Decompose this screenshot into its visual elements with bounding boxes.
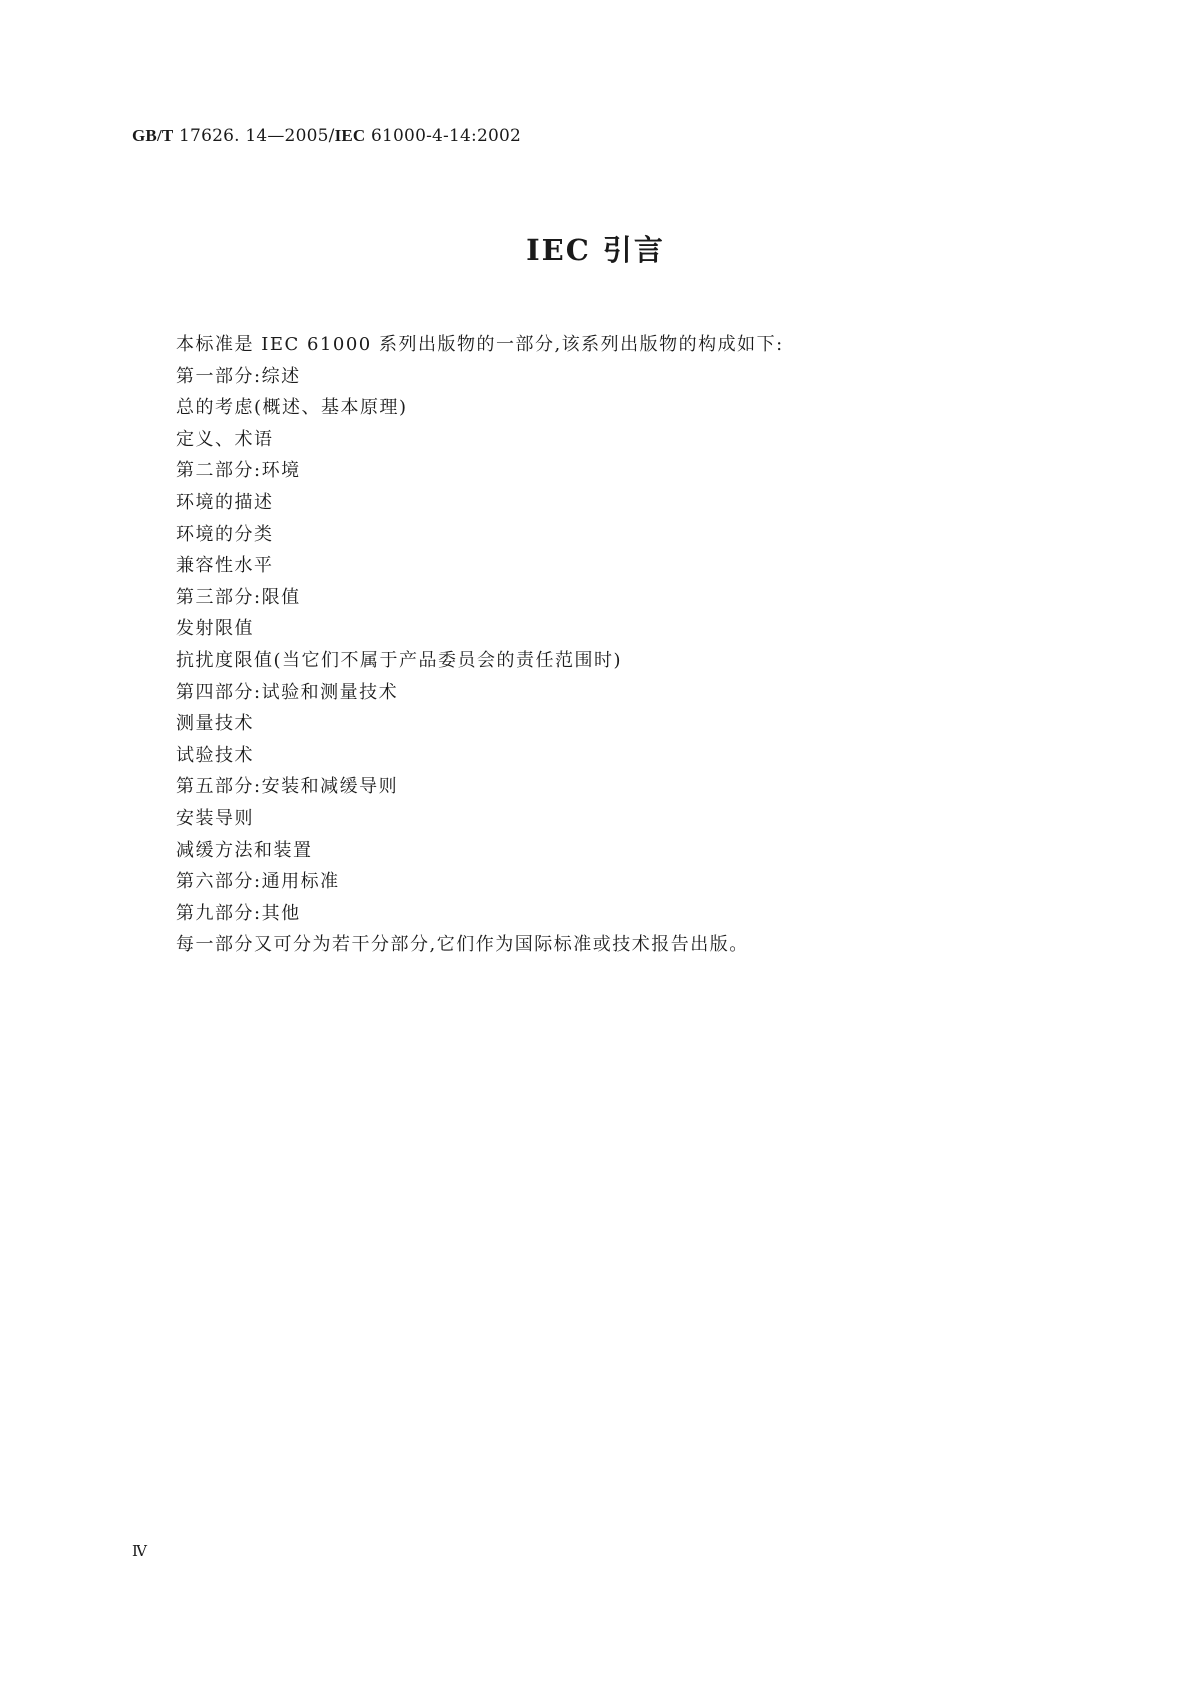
document-header [132, 126, 521, 146]
body-line: 第三部分:限值 [176, 586, 301, 608]
body-line: 第二部分:环境 [176, 460, 301, 482]
body-line: 第五部分:安装和减缓导则 [176, 776, 399, 798]
header-gbt-label: GB/T [132, 126, 174, 145]
body-line: 兼容性水平 [176, 555, 274, 577]
header-standard-number: 17626. 14—2005/ [173, 126, 335, 146]
body-line: 发射限值 [176, 618, 254, 640]
body-line: 第四部分:试验和测量技术 [176, 681, 399, 703]
page-title: IEC 引言 [526, 233, 665, 267]
body-line: 第一部分:综述 [176, 365, 301, 387]
body-line: 试验技术 [176, 744, 254, 766]
body-line: 环境的分类 [176, 523, 274, 545]
body-text [176, 329, 784, 961]
body-line: 环境的描述 [176, 491, 274, 513]
body-line: 测量技术 [176, 713, 254, 735]
body-line: 第六部分:通用标准 [176, 871, 340, 893]
header-iec-number: 61000-4-14:2002 [365, 126, 522, 146]
body-line: 第九部分:其他 [176, 902, 301, 924]
page-number: Ⅳ [132, 1542, 147, 1560]
body-line: 抗扰度限值(当它们不属于产品委员会的责任范围时) [176, 649, 623, 671]
body-line: 安装导则 [176, 807, 254, 829]
body-line: 减缓方法和装置 [176, 839, 313, 861]
body-line: 总的考虑(概述、基本原理) [176, 397, 408, 419]
body-line: 定义、术语 [176, 428, 274, 450]
header-iec-label: IEC [334, 126, 366, 145]
body-line: 每一部分又可分为若干分部分,它们作为国际标准或技术报告出版。 [176, 934, 749, 956]
body-line: 本标准是 IEC 61000 系列出版物的一部分,该系列出版物的构成如下: [176, 334, 784, 355]
